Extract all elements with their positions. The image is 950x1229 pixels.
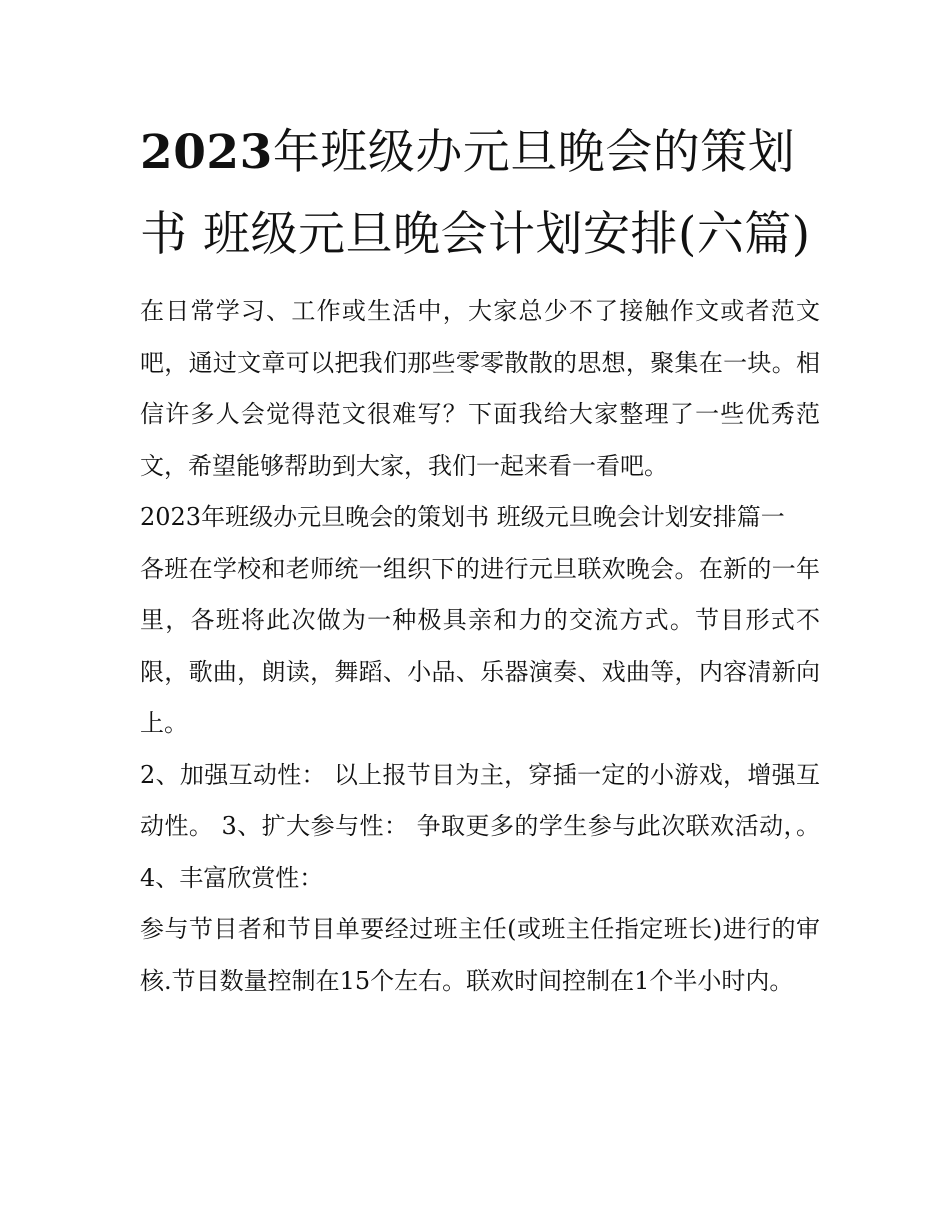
section-heading: 2023年班级办元旦晚会的策划书 班级元旦晚会计划安排篇一 [140,503,785,531]
title-number: 2023 [140,125,273,180]
document-title [140,112,820,276]
body-paragraph: 参与节目者和节目单要经过班主任(或班主任指定班长)进行的审核.节目数量控制在15个左右。联欢时间控制在1个半小时内。 [140,915,820,995]
intro-paragraph: 在日常学习、工作或生活中，大家总少不了接触作文或者范文吧，通过文章可以把我们那些零零散散的思想，聚集在一块。相信许多人会觉得范文很难写？下面我给大家整理了一些优秀范文，希望能够帮助到大家，我们一起来看一看吧。 [140,297,820,480]
body-paragraph: 各班在学校和老师统一组织下的进行元旦联欢晚会。在新的一年里，各班将此次做为一种极具亲和力的交流方式。节目形式不限，歌曲，朗读，舞蹈、小品、乐器演奏、戏曲等，内容清新向上。 [140,554,820,737]
title-text: 年班级办元旦晚会的策划书 班级元旦晚会计划安排(六篇) [140,125,811,262]
body-paragraph: 2、加强互动性： 以上报节目为主，穿插一定的小游戏，增强互动性。 3、扩大参与性： 争取更多的学生参与此次联欢活动，。 4、丰富欣赏性： [140,760,820,892]
document-page [140,112,820,1007]
